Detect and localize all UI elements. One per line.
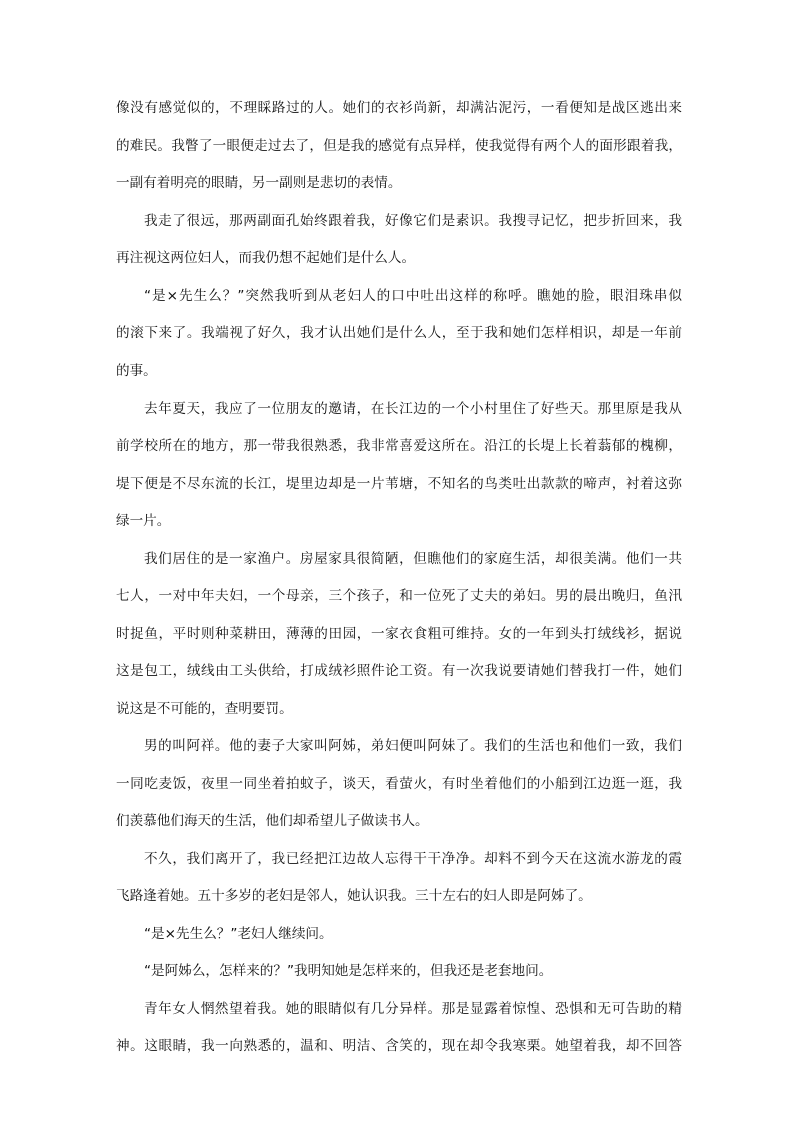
text-line-9: 去年夏天，我应了一位朋友的邀请，在长江边的一个小村里住了好些天。那里原是我从 xyxy=(144,401,682,417)
text-line-1: 像没有感觉似的，不理睬路过的人。她们的衣衫尚新，却满沾泥污，一看便知是战区逃出来 xyxy=(116,100,682,116)
text-line-18: 男的叫阿祥。他的妻子大家叫阿姊，弟妇便叫阿妹了。我们的生活也和他们一致，我们 xyxy=(144,738,682,754)
text-line-26: 神。这眼睛，我一向熟悉的，温和、明洁、含笑的，现在却令我寒栗。她望着我，却不回答 xyxy=(116,1038,682,1054)
text-line-19: 一同吃麦饭，夜里一同坐着拍蚊子，谈天，看萤火，有时坐着他们的小船到江边逛一逛，我 xyxy=(116,776,682,792)
text-line-6: “是×先生么？”突然我听到从老妇人的口中吐出这样的称呼。瞧她的脸，眼泪珠串似 xyxy=(144,288,682,304)
text-line-11: 堤下便是不尽东流的长江，堤里边却是一片苇塘，不知名的鸟类吐出款款的啼声，衬着这弥 xyxy=(116,476,682,492)
text-line-3: 一副有着明亮的眼睛，另一副则是悲切的表情。 xyxy=(116,175,402,191)
text-line-8: 的事。 xyxy=(116,363,157,379)
text-line-25: 青年女人惘然望着我。她的眼睛似有几分异样。那是显露着惊惶、恐惧和无可告助的精 xyxy=(144,1001,682,1017)
text-line-20: 们羡慕他们海天的生活，他们却希望儿子做读书人。 xyxy=(116,813,429,829)
text-line-16: 这是包工，绒线由工头供给，打成绒衫照件论工资。有一次我说要请她们替我打一件，她们 xyxy=(116,663,682,679)
text-line-10: 前学校所在的地方，那一带我很熟悉，我非常喜爱这所在。沿江的长堤上长着蓊郁的槐柳， xyxy=(116,438,682,454)
text-line-13: 我们居住的是一家渔户。房屋家具很简陋，但瞧他们的家庭生活，却很美满。他们一共 xyxy=(144,551,682,567)
text-line-2: 的难民。我瞥了一眼便走过去了，但是我的感觉有点异样，使我觉得有两个人的面形跟着我， xyxy=(116,138,682,154)
text-line-14: 七人，一对中年夫妇，一个母亲，三个孩子，和一位死了丈夫的弟妇。男的晨出晚归，鱼汛 xyxy=(116,588,682,604)
text-line-24: “是阿姊么，怎样来的？”我明知她是怎样来的，但我还是老套地问。 xyxy=(144,963,553,979)
text-line-5: 再注视这两位妇人，而我仍想不起她们是什么人。 xyxy=(116,250,416,266)
text-line-17: 说这是不可能的，查明要罚。 xyxy=(116,701,293,717)
text-line-22: 飞路逢着她。五十多岁的老妇是邻人，她认识我。三十左右的妇人即是阿姊了。 xyxy=(116,888,592,904)
text-line-12: 绿一片。 xyxy=(116,513,171,529)
text-line-4: 我走了很远，那两副面孔始终跟着我，好像它们是素识。我搜寻记忆，把步折回来，我 xyxy=(144,213,682,229)
text-line-15: 时捉鱼，平时则种菜耕田，薄薄的田园，一家衣食粗可维持。女的一年到头打绒线衫，据说 xyxy=(116,626,682,642)
text-line-21: 不久，我们离开了，我已经把江边故人忘得干干净净。却料不到今天在这流水游龙的霞 xyxy=(144,851,682,867)
text-line-7: 的滚下来了。我端视了好久，我才认出她们是什么人，至于我和她们怎样相识，却是一年前 xyxy=(116,325,682,341)
text-line-23: “是×先生么？”老妇人继续问。 xyxy=(144,926,333,942)
